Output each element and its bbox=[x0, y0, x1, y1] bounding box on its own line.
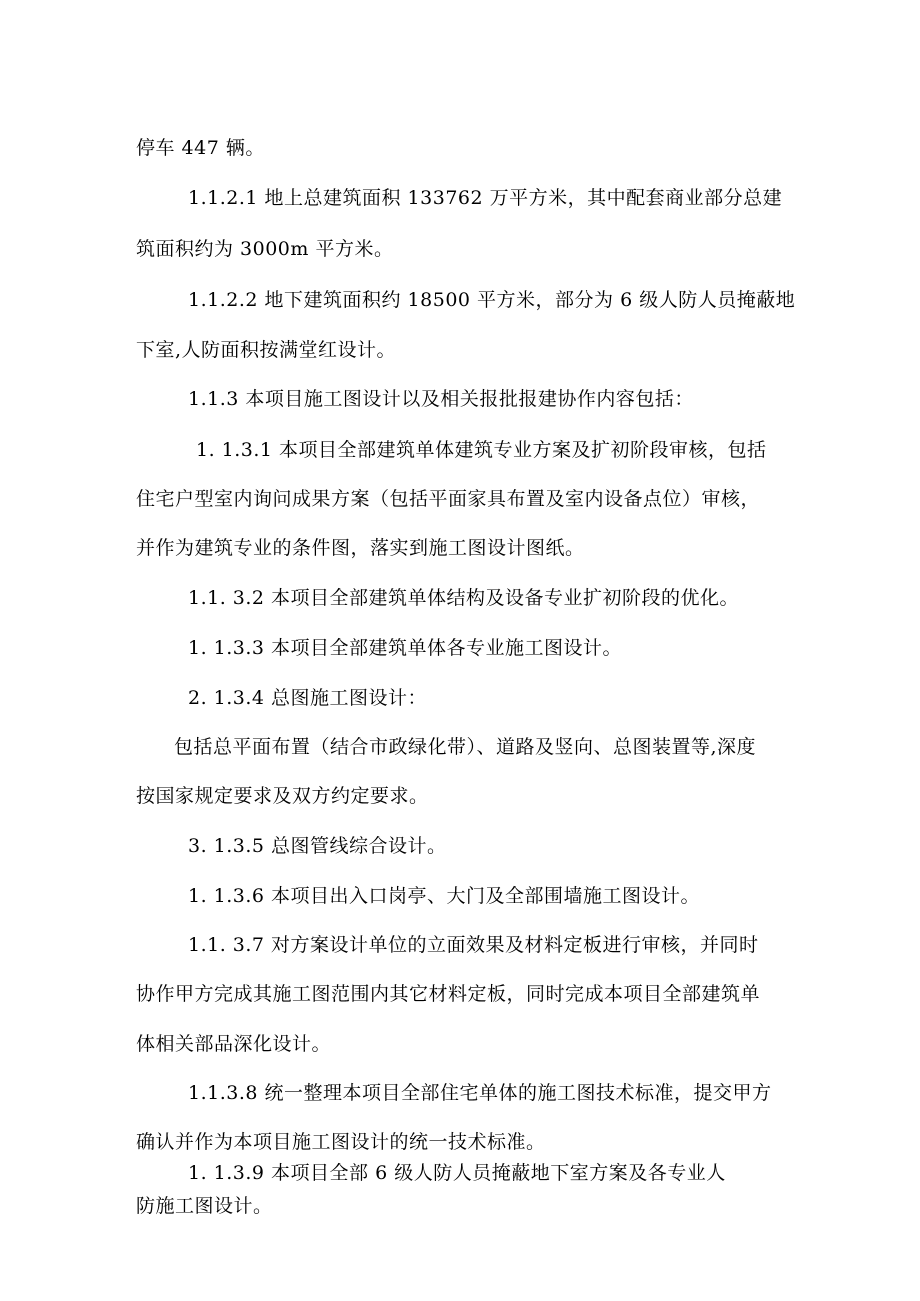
text-line-12: 2. 1.3.4 总图施工图设计： bbox=[188, 687, 428, 709]
text-line-21: 确认并作为本项目施工图设计的统一技术标准。 bbox=[136, 1131, 546, 1153]
text-line-2: 1.1.2.1 地上总建筑面积 133762 万平方米，其中配套商业部分总建 bbox=[188, 187, 783, 209]
text-line-6: 1.1.3 本项目施工图设计以及相关报批报建协作内容包括： bbox=[188, 388, 694, 410]
text-line-1: 停车 447 辆。 bbox=[136, 137, 265, 159]
text-line-15: 3. 1.3.5 总图管线综合设计。 bbox=[188, 835, 447, 857]
text-line-3: 筑面积约为 3000m 平方米。 bbox=[136, 238, 394, 260]
text-line-18: 协作甲方完成其施工图范围内其它材料定板，同时完成本项目全部建筑单 bbox=[136, 983, 761, 1005]
text-line-11: 1. 1.3.3 本项目全部建筑单体各专业施工图设计。 bbox=[188, 637, 623, 659]
text-line-16: 1. 1.3.6 本项目出入口岗亭、大门及全部围墙施工图设计。 bbox=[188, 885, 701, 907]
text-line-13: 包括总平面布置（结合市政绿化带）、道路及竖向、总图装置等,深度 bbox=[174, 736, 757, 758]
text-line-14: 按国家规定要求及双方约定要求。 bbox=[136, 785, 429, 807]
text-line-8: 住宅户型室内询问成果方案（包括平面家具布置及室内设备点位）审核， bbox=[136, 488, 761, 510]
text-line-23: 防施工图设计。 bbox=[136, 1195, 273, 1217]
text-line-19: 体相关部品深化设计。 bbox=[136, 1033, 332, 1055]
text-line-10: 1.1. 3.2 本项目全部建筑单体结构及设备专业扩初阶段的优化。 bbox=[188, 587, 740, 609]
text-line-9: 并作为建筑专业的条件图，落实到施工图设计图纸。 bbox=[136, 537, 585, 559]
text-line-17: 1.1. 3.7 对方案设计单位的立面效果及材料定板进行审核，并同时 bbox=[188, 934, 759, 956]
text-line-5: 下室,人防面积按满堂红设计。 bbox=[136, 339, 397, 361]
text-line-22: 1. 1.3.9 本项目全部 6 级人防人员掩蔽地下室方案及各专业人 bbox=[188, 1162, 726, 1184]
text-line-4: 1.1.2.2 地下建筑面积约 18500 平方米，部分为 6 级人防人员掩蔽地 bbox=[188, 289, 796, 311]
text-line-7: 1. 1.3.1 本项目全部建筑单体建筑专业方案及扩初阶段审核，包括 bbox=[196, 439, 767, 461]
text-line-20: 1.1.3.8 统一整理本项目全部住宅单体的施工图技术标准，提交甲方 bbox=[188, 1082, 772, 1104]
